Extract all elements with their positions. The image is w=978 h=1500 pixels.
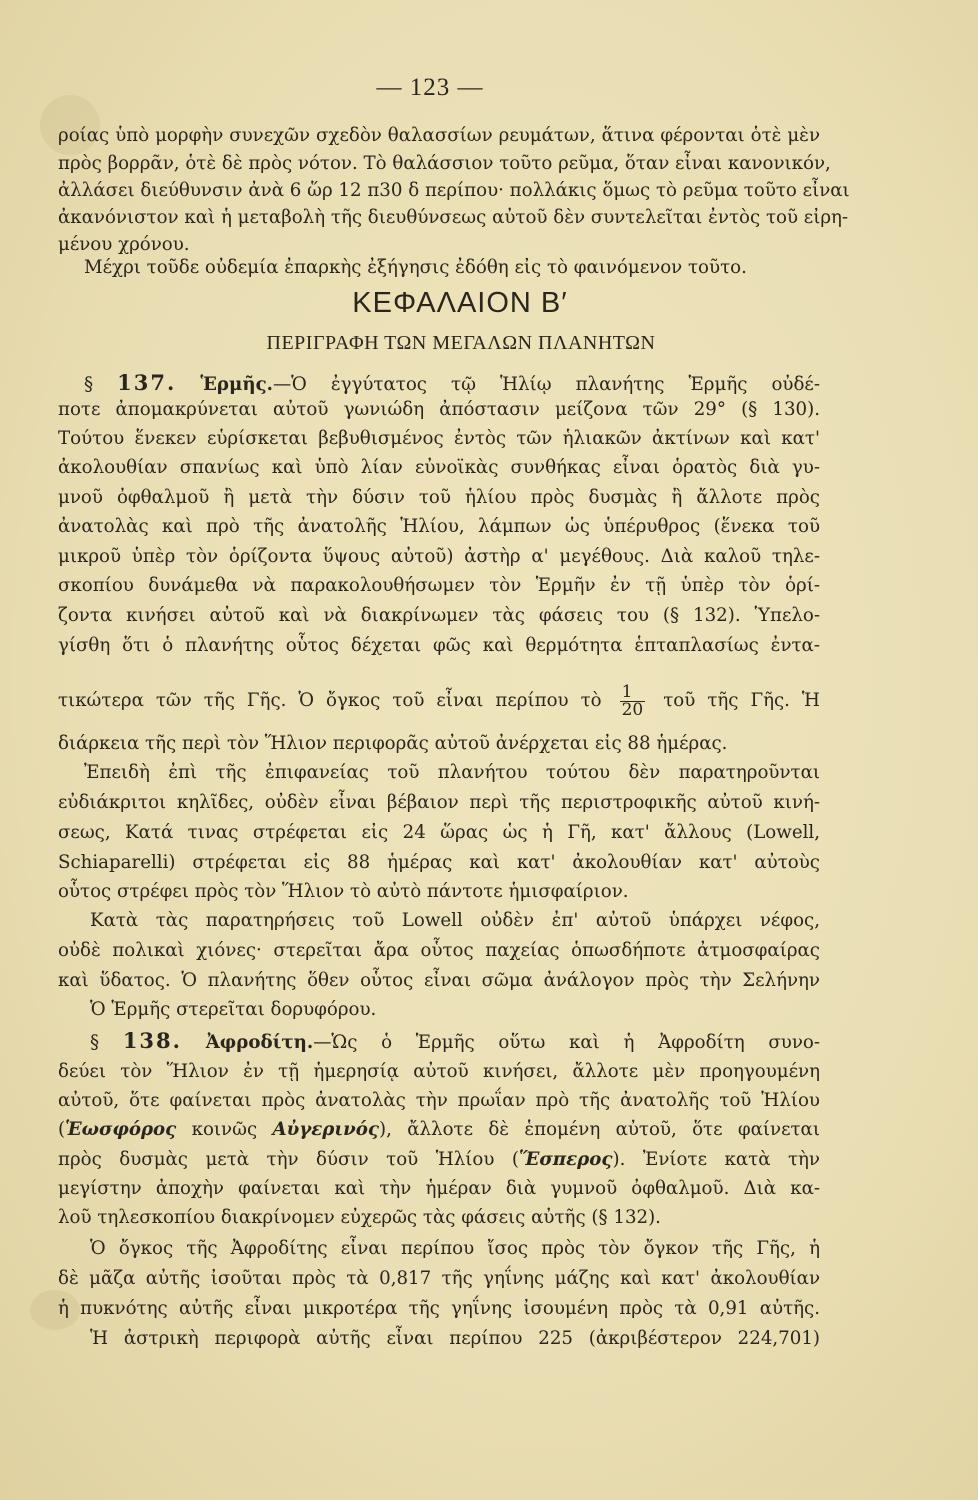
text-line: οὐδὲ πολικαὶ χιόνες· στερεῖται ἄρα οὗτος παχείας ὁπωσδήποτε ἀτμοσφαίρας xyxy=(58,940,820,961)
fraction-numerator: 1 xyxy=(620,684,646,702)
text-line: μεγίστην ἀποχὴν φαίνεται καὶ τὴν ἡμέραν διὰ γυμνοῦ ὀφθαλμοῦ. Διὰ κα- xyxy=(58,1178,820,1199)
text-line xyxy=(58,1148,820,1172)
text-span: πρὸς δυσμὰς μετὰ τὴν δύσιν τοῦ Ἡλίου xyxy=(58,1149,495,1170)
text-line: ζοντα κινήσει αὐτοῦ καὶ νὰ διακρίνωμεν τὰς φάσεις του (§ 132). Ὑπελο- xyxy=(58,605,820,626)
text-line: λοῦ τηλεσκοπίου διακρίνομεν εὐχερῶς τὰς φάσεις αὐτῆς (§ 132). xyxy=(58,1207,661,1228)
paren: ), xyxy=(379,1119,392,1140)
text-line: μικροῦ ὑπὲρ τὸν ὁρίζοντα ὕψους αὐτοῦ) ἀστὴρ α' μεγέθους. Διὰ καλοῦ τηλε- xyxy=(58,546,820,567)
text-line xyxy=(58,1118,820,1142)
text-line: μένου χρόνου. xyxy=(58,234,190,255)
text-line: ἡ πυκνότης αὐτῆς εἶναι μικροτέρα τῆς γηΐνης ἰσουμένη πρὸς τὰ 0,91 αὐτῆς. xyxy=(58,1298,820,1319)
section-title: Ἀφροδίτη. xyxy=(205,1032,314,1053)
text-line: Ἐπειδὴ ἐπὶ τῆς ἐπιφανείας τοῦ πλανήτου τούτου δὲν παρατηροῦνται xyxy=(84,762,820,783)
term-avgerinos: Αὐγερινός xyxy=(272,1119,379,1140)
text-span: τικώτερα τῶν τῆς Γῆς. Ὁ ὄγκος τοῦ εἶναι περίπου τὸ xyxy=(58,690,602,711)
chapter-subtitle: ΠΕΡΙΓΡΑΦΗ ΤΩΝ ΜΕΓΑΛΩΝ ΠΛΑΝΗΤΩΝ xyxy=(266,332,656,354)
text-line: Κατὰ τὰς παρατηρήσεις τοῦ Lowell οὐδὲν ἐπ' αὐτοῦ ὑπάρχει νέφος, xyxy=(90,910,820,931)
fraction-denominator: 20 xyxy=(621,699,644,720)
text-line: Ὁ Ἑρμῆς στερεῖται δορυφόρου. xyxy=(90,999,377,1020)
term-eosforos: Ἑωσφόρος xyxy=(65,1119,177,1140)
volume-line xyxy=(58,679,820,723)
page-number: — 123 — xyxy=(376,74,484,101)
text-line: δὲ μᾶζα αὐτῆς ἰσοῦται πρὸς τὰ 0,817 τῆς γηΐνης μάζης καὶ κατ' ἀκολουθίαν xyxy=(58,1268,820,1289)
text-line: πρὸς βορρᾶν, ὁτὲ δὲ πρὸς νότον. Τὸ θαλάσσιον τοῦτο ρεῦμα, ὅταν εἶναι κανονικόν, xyxy=(58,153,831,174)
text-line: καὶ ὕδατος. Ὁ πλανήτης ὅθεν οὗτος εἶναι σῶμα ἀνάλογον πρὸς τὴν Σελήνην xyxy=(58,970,820,991)
section-heading-line xyxy=(58,371,820,397)
text-line: ἀκολουθίαν σπανίως καὶ ὑπὸ λίαν εὐνοϊκὰς συνθήκας εἶναι ὁρατὸς διὰ γυ- xyxy=(58,457,820,478)
paren: ). xyxy=(612,1149,626,1170)
text-line: αὐτοῦ, ὅτε φαίνεται πρὸς ἀνατολὰς τὴν πρωΐαν πρὸ τῆς ἀνατολῆς τοῦ Ἡλίου xyxy=(58,1090,820,1111)
fraction xyxy=(620,681,646,720)
text-span: ἄλλοτε δὲ ἑπομένη αὐτοῦ, ὅτε φαίνεται xyxy=(407,1119,820,1140)
section-mark: § xyxy=(84,374,94,395)
section-number: 137. xyxy=(117,370,177,395)
text-line: οὗτος στρέφει πρὸς τὸν Ἥλιον τὸ αὐτὸ πάντοτε ἡμισφαίριον. xyxy=(58,881,629,902)
text-line: σεως, Κατά τινας στρέφεται εἰς 24 ὥρας ὡς ἡ Γῆ, κατ' ἄλλους (Lowell, xyxy=(58,822,820,843)
section-heading-line xyxy=(58,1029,820,1055)
paren: ( xyxy=(511,1149,520,1170)
text-line: Τούτου ἕνεκεν εὑρίσκεται βεβυθισμένος ἐντὸς τῶν ἡλιακῶν ἀκτίνων καὶ κατ' xyxy=(58,428,820,449)
section-mark: § xyxy=(90,1032,100,1053)
text-line: ἀνατολὰς καὶ πρὸ τῆς ἀνατολῆς Ἡλίου, λάμπων ὡς ὑπέρυθρος (ἕνεκα τοῦ xyxy=(58,516,820,537)
text-line: διάρκεια τῆς περὶ τὸν Ἥλιον περιφορᾶς αὐτοῦ ἀνέρχεται εἰς 88 ἡμέρας. xyxy=(58,733,728,754)
text-line: —Ὡς ὁ Ἑρμῆς οὕτω καὶ ἡ Ἀφροδίτη συνο- xyxy=(313,1032,820,1053)
text-line: ποτε ἀπομακρύνεται αὐτοῦ γωνιώδη ἀπόστασιν μείζονα τῶν 29° (§ 130). xyxy=(58,399,820,420)
text-span: Ἐνίοτε κατὰ τὴν xyxy=(642,1149,820,1170)
paren: ( xyxy=(58,1119,66,1140)
text-line: Μέχρι τοῦδε οὐδεμία ἐπαρκὴς ἐξήγησις ἐδόθη εἰς τὸ φαινόμενον τοῦτο. xyxy=(84,257,747,278)
text-line: —Ὁ ἐγγύτατος τῷ Ἡλίῳ πλανήτης Ἑρμῆς οὐδέ- xyxy=(272,374,820,395)
text-line: ἀκανόνιστον καὶ ἡ μεταβολὴ τῆς διευθύνσεως αὐτοῦ δὲν συντελεῖται ἐντὸς τοῦ εἰρη- xyxy=(58,207,849,228)
text-line: Ὁ ὄγκος τῆς Ἀφροδίτης εἶναι περίπου ἴσος πρὸς τὸν ὄγκον τῆς Γῆς, ἡ xyxy=(90,1238,820,1259)
text-line: μνοῦ ὀφθαλμοῦ ἢ μετὰ τὴν δύσιν τοῦ ἡλίου πρὸς δυσμὰς ἢ ἄλλοτε πρὸς xyxy=(58,487,820,508)
section-title: Ἑρμῆς. xyxy=(200,374,273,395)
chapter-title: ΚΕΦΑΛΑΙΟΝ Β′ xyxy=(352,287,568,319)
text-line: Schiaparelli) στρέφεται εἰς 88 ἡμέρας καὶ κατ' ἀκολουθίαν κατ' αὐτοὺς xyxy=(58,852,820,873)
text-line: δεύει τὸν Ἥλιον ἐν τῇ ἡμερησίᾳ αὐτοῦ κινήσει, ἄλλοτε μὲν προηγουμένη xyxy=(58,1061,820,1082)
text-line: εὐδιάκριτοι κηλῖδες, οὐδὲν εἶναι βέβαιον περὶ τῆς περιστροφικῆς αὐτοῦ κινή- xyxy=(58,792,820,813)
text-line: σκοπίου δυνάμεθα νὰ παρακολουθήσωμεν τὸν Ἑρμῆν ἐν τῇ ὑπὲρ τὸν ὁρί- xyxy=(58,575,820,596)
text-line: Ἡ ἀστρικὴ περιφορὰ αὐτῆς εἶναι περίπου 225 (ἀκριβέστερον 224,701) xyxy=(90,1328,820,1349)
text-line: ἀλλάσει διεύθυνσιν ἀνὰ 6 ὥρ 12 π30 δ περίπου· πολλάκις ὅμως τὸ ρεῦμα τοῦτο εἶναι xyxy=(58,180,850,201)
text-line: γίσθη ὅτι ὁ πλανήτης οὗτος δέχεται φῶς καὶ θερμότητα ἑπταπλασίως ἐντα- xyxy=(58,635,820,656)
text-line: ροίας ὑπὸ μορφὴν συνεχῶν σχεδὸν θαλασσίων ρευμάτων, ἅτινα φέρονται ὁτὲ μὲν xyxy=(58,125,820,146)
section-number: 138. xyxy=(122,1028,182,1053)
term-esperos: Ἕσπερος xyxy=(519,1149,613,1170)
text-span: κοινῶς xyxy=(191,1119,258,1140)
text-span: τοῦ τῆς Γῆς. Ἡ xyxy=(663,690,820,711)
